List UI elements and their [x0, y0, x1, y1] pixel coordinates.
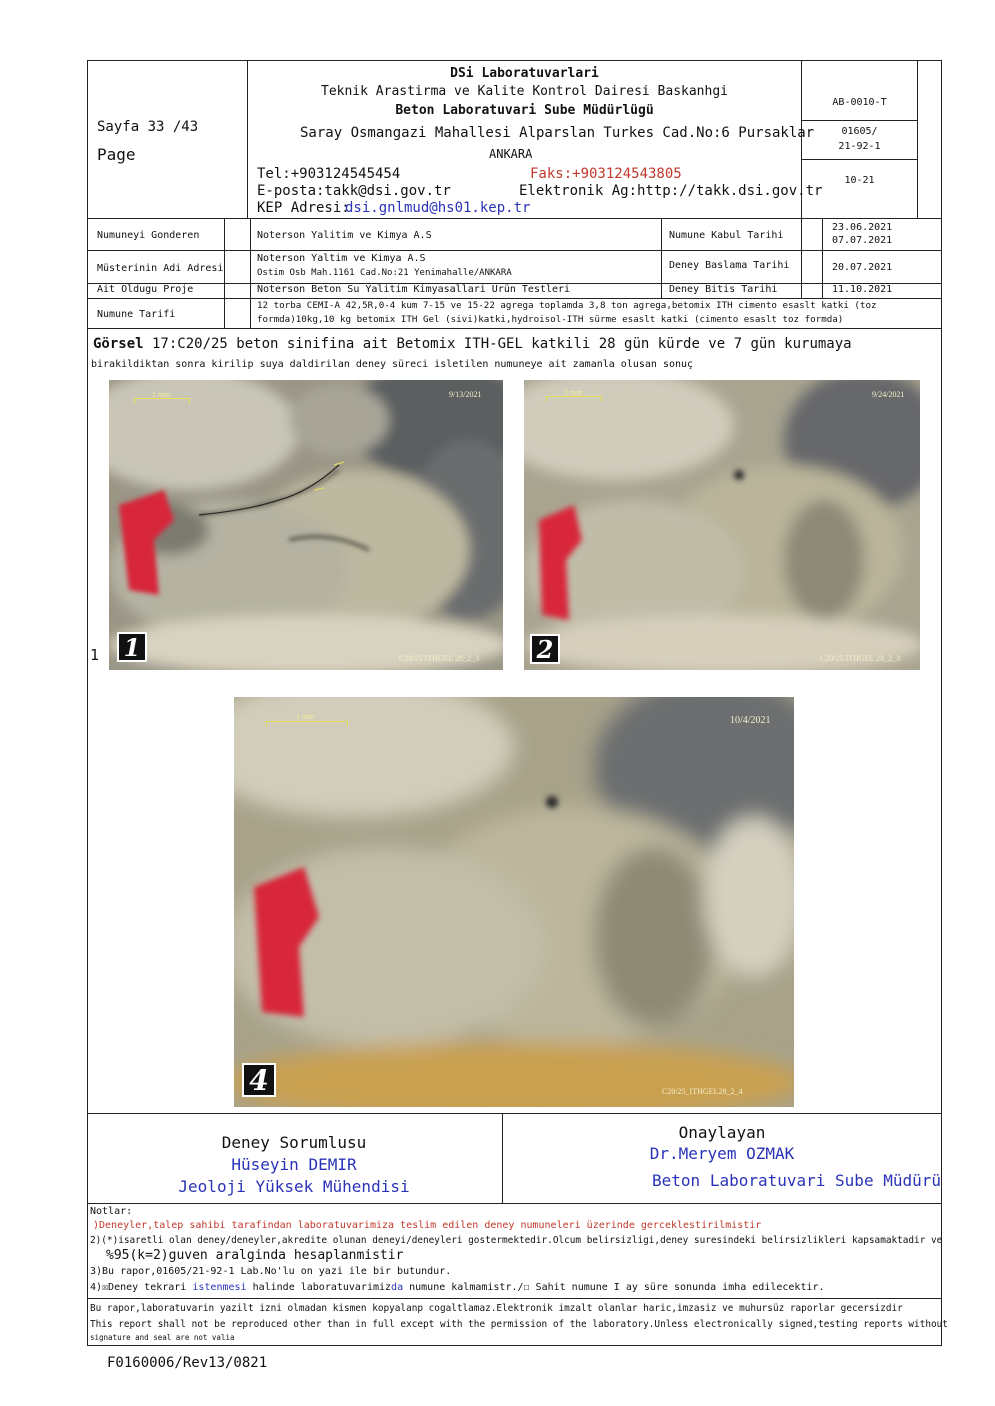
- org-name: DSi Laboratuvarlari: [450, 66, 599, 81]
- start-date: 20.07.2021: [832, 262, 893, 273]
- header-hline-2: [801, 159, 917, 160]
- customer-name: Noterson Yaltim ve Kimya A.S: [257, 253, 426, 264]
- footer-en-2: signature and seal are not valia: [90, 1333, 235, 1342]
- sample-label: Numune Tarifi: [97, 309, 176, 320]
- org-fax: Faks:+903124543805: [530, 166, 682, 182]
- note-4-blue-1: istenmesi: [192, 1282, 247, 1293]
- photo-date-4: 10/4/2021: [730, 715, 771, 726]
- info-vline-1: [224, 218, 225, 328]
- tester-title: Deney Sorumlusu: [221, 1133, 367, 1152]
- lab-number-2: 21-92-1: [838, 141, 881, 152]
- note-4-blue-2: da: [391, 1282, 404, 1293]
- tester-role: Jeoloji Yüksek Mühendisi: [178, 1177, 410, 1196]
- kep-address[interactable]: dsi.gnlmud@hs01.kep.tr: [345, 200, 531, 216]
- signature-bottom-line: [87, 1203, 942, 1204]
- info-vline-2: [250, 218, 251, 328]
- photo-footer-4: C20/25_ITHGEL28_2_4: [662, 1087, 743, 1096]
- signature-top-line: [87, 1113, 942, 1114]
- scale-label-2: 1 mm: [564, 388, 583, 397]
- photo-date-2: 9/24/2021: [872, 390, 905, 399]
- photo-date-1: 9/13/2021: [449, 390, 482, 399]
- note-3: 3)Bu rapor,01605/21-92-1 Lab.No'lu on yazi ile bir butundur.: [90, 1266, 452, 1277]
- note-4-pre: 4)☒Deney tekrari: [90, 1282, 193, 1293]
- caption-line-2: birakildiktan sonra kirilip suya daldirilan deney süreci isletilen numuneye ait zamanla olusan sonuç: [91, 359, 694, 370]
- info-vline-4: [801, 218, 802, 298]
- approver-title: Onaylayan: [678, 1123, 766, 1142]
- info-hline-1: [87, 250, 942, 251]
- caption-text: 17:C20/25 beton sinifina ait Betomix ITH-GEL katkili 28 gün kürde ve 7 gün kurumaya: [143, 336, 852, 352]
- micrograph-1: [109, 380, 503, 670]
- approver-name: Dr.Meryem OZMAK: [649, 1144, 795, 1163]
- org-city: ANKARA: [489, 147, 533, 161]
- kep-label: KEP Adresi:: [257, 200, 350, 216]
- micrograph-2-image: [524, 380, 920, 670]
- note-2b: %95(k=2)guven aralginda hesaplanmistir: [106, 1248, 404, 1263]
- scale-label-1: 1 mm: [152, 390, 171, 399]
- photo-footer-1: C20/25 ITHGEL 28_2_3: [399, 654, 480, 663]
- micrograph-4-image: [234, 697, 794, 1107]
- header-bottom-line: [87, 218, 942, 219]
- project-label: Ait Oldugu Proje: [97, 284, 194, 295]
- info-hline-3: [87, 298, 942, 299]
- end-date: 11.10.2021: [832, 284, 893, 295]
- form-code: F0160006/Rev13/0821: [107, 1355, 268, 1371]
- lab-number: 01605/: [841, 126, 878, 137]
- footer-tr: Bu rapor,laboratuvarin yazilt izni olmadan kismen kopyalanp cogaltlamaz.Elektronik imzalt olanlar haric,imzasiz ve muhursüz raporlar gecersizdir: [90, 1303, 903, 1314]
- micrograph-4: [234, 697, 794, 1107]
- header-hline-1: [801, 120, 917, 121]
- footer-en-1: This report shall not be reproduced other than in full except with the permission of the laboratory.Unless electronically signed,testing reports without: [90, 1319, 948, 1330]
- page-label: Sayfa 33 /43: [97, 119, 199, 135]
- sender-value: Noterson Yalitim ve Kimya A.S: [257, 230, 432, 241]
- customer-address: Ostim Osb Mah.1161 Cad.No:21 Yenimahalle/ANKARA: [257, 268, 512, 278]
- customer-label: Müsterinin Adi Adresi: [97, 263, 224, 274]
- approver-role: Beton Laboratuvari Sube Müdürü: [652, 1171, 941, 1190]
- side-number: 1: [90, 646, 100, 664]
- note-1: [93, 1220, 761, 1231]
- note-1-text: )Deneyler,talep sahibi tarafindan laboratuvarimiza teslim edilen deney numuneleri üzerinde gerceklestirilmistir: [93, 1220, 762, 1231]
- micrograph-2: [524, 380, 920, 670]
- org-department: Teknik Arastirma ve Kalite Kontrol Dairesi Baskanhgi: [321, 84, 728, 99]
- org-email[interactable]: E-posta:takk@dsi.gov.tr: [257, 183, 451, 199]
- doc-code: AB-0010-T: [832, 97, 887, 108]
- caption-label: Görsel: [93, 336, 144, 352]
- info-vline-5: [822, 218, 823, 298]
- photo-badge-1: 1: [117, 632, 147, 662]
- note-2a: 2)(*)isaretli olan deney/deneyler,akredite olunan deneyi/deneyleri gostermektedir.Olcum belirsizligi,deney suresindeki belirsizlikleri kapsamaktadir ve: [90, 1235, 943, 1246]
- info-vline-3: [661, 218, 662, 298]
- tester-name: Hüseyin DEMIR: [231, 1155, 357, 1174]
- sample-desc-2: formda)10kg,10 kg betomix ITH Gel (sivi)katki,hydroisol-ITH sürme esaslt katki (cimento esaslt toz formda): [257, 314, 844, 325]
- header-divider-far: [917, 60, 918, 218]
- figure-caption: [93, 336, 852, 352]
- accept-date-label: Numune Kabul Tarihi: [669, 230, 784, 241]
- note-4-post: numune kalmamistr./☐ Sahit numune I ay süre sonunda imha edilecektir.: [403, 1282, 825, 1293]
- org-address: Saray Osmangazi Mahallesi Alparslan Turkes Cad.No:6 Pursaklar: [300, 125, 815, 141]
- photo-badge-4: 4: [242, 1063, 276, 1097]
- org-phone: Tel:+903124545454: [257, 166, 401, 182]
- note-4: [90, 1282, 825, 1293]
- notes-title: Notlar:: [90, 1206, 133, 1217]
- sample-desc-1: 12 torba CEMI-A 42,5R,0-4 kum 7-15 ve 15-22 agrega toplamda 3,8 ton agrega,betomix ITH cimento esaslt katki (toz: [257, 300, 877, 311]
- org-branch: Beton Laboratuvari Sube Müdürlügü: [395, 103, 654, 118]
- revision: 10-21: [844, 175, 875, 186]
- accept-date-2: 07.07.2021: [832, 235, 893, 246]
- micrograph-1-image: [109, 380, 503, 670]
- notes-bottom-line: [87, 1298, 942, 1299]
- page-label-en: Page: [97, 145, 136, 164]
- start-date-label: Deney Baslama Tarihi: [669, 260, 790, 271]
- scale-label-4: 1 mm: [296, 712, 315, 721]
- info-hline-4: [87, 328, 942, 329]
- photo-footer-2: C20/25 ITHGEL 28_2_3: [820, 654, 901, 663]
- project-value: Noterson Beton Su Yalitim Kimyasallari Urün Testleri: [257, 284, 571, 295]
- end-date-label: Deney Bitis Tarihi: [669, 284, 778, 295]
- accept-date-1: 23.06.2021: [832, 222, 893, 233]
- sender-label: Numuneyi Gonderen: [97, 230, 200, 241]
- scale-bar-4: [266, 721, 348, 727]
- photo-badge-2: 2: [530, 634, 560, 664]
- note-4-mid: halinde laboratuvarimiz: [246, 1282, 392, 1293]
- org-website[interactable]: Elektronik Ag:http://takk.dsi.gov.tr: [519, 183, 823, 199]
